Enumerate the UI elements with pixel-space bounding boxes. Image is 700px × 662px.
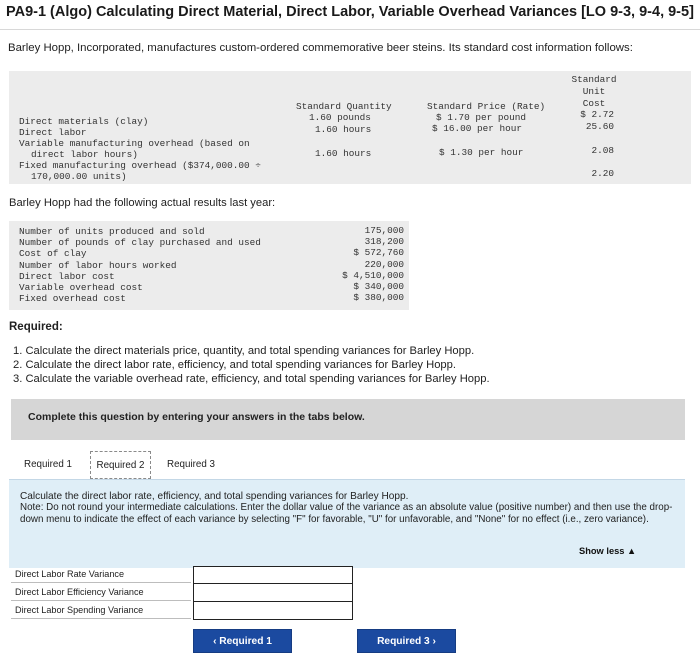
row-price: $ 1.70 per pound bbox=[436, 112, 527, 123]
table-row bbox=[11, 566, 353, 584]
result-value: 175,000 bbox=[364, 225, 404, 236]
row-label: Direct materials (clay) bbox=[19, 116, 149, 127]
header-unit-cost-2: Unit bbox=[582, 86, 606, 97]
result-value: $ 340,000 bbox=[353, 281, 404, 292]
show-less-link[interactable]: Show less ▲ bbox=[579, 546, 637, 556]
answer-label: Direct Labor Efficiency Variance bbox=[11, 584, 191, 601]
row-label-cont: 170,000.00 units) bbox=[31, 171, 127, 182]
tab-required-1[interactable]: Required 1 bbox=[18, 451, 78, 477]
required-item: 3. Calculate the variable overhead rate, efficiency, and total spending variances for Barley Hopp. bbox=[13, 373, 490, 385]
answer-label: Direct Labor Spending Variance bbox=[11, 602, 191, 619]
row-cost: 2.08 bbox=[591, 145, 614, 156]
labor-spending-variance-input[interactable] bbox=[193, 602, 353, 620]
tab-required-3[interactable]: Required 3 bbox=[161, 451, 221, 477]
result-value: 318,200 bbox=[364, 236, 404, 247]
row-label-cont: direct labor hours) bbox=[31, 149, 138, 160]
instruction-title: Calculate the direct labor rate, efficiency, and total spending variances for Barley Hopp. bbox=[20, 491, 409, 502]
result-label: Number of labor hours worked bbox=[19, 260, 177, 271]
required-item: 1. Calculate the direct materials price, quantity, and total spending variances for Barley Hopp. bbox=[13, 345, 475, 357]
instruction-note: Note: Do not round your intermediate calculations. Enter the dollar value of the variance as an absolute value (positive number) and then use the drop-down menu to indicate the effect of each variance by selecting "F" for favorable, "U" for unfavorable, and "None" for no effect (i.e., zero variance). bbox=[20, 502, 673, 525]
title-divider bbox=[0, 29, 700, 30]
header-standard-price: Standard Price (Rate) bbox=[427, 101, 546, 112]
complete-instructions-banner bbox=[11, 399, 685, 440]
answer-label: Direct Labor Rate Variance bbox=[11, 566, 191, 583]
labor-rate-variance-input[interactable] bbox=[193, 566, 353, 584]
table-row bbox=[11, 584, 353, 602]
row-label: Variable manufacturing overhead (based on bbox=[19, 138, 250, 149]
row-cost: 25.60 bbox=[585, 121, 614, 132]
row-price: $ 1.30 per hour bbox=[439, 147, 524, 158]
page-title: PA9-1 (Algo) Calculating Direct Material, Direct Labor, Variable Overhead Variances [LO 9-3, 9-4, 9-5] bbox=[6, 4, 694, 20]
result-label: Number of pounds of clay purchased and used bbox=[19, 237, 261, 248]
row-cost: 2.20 bbox=[591, 168, 614, 179]
row-cost: $ 2.72 bbox=[580, 109, 614, 120]
row-quantity: 1.60 pounds bbox=[309, 112, 371, 123]
header-unit-cost-3: Cost bbox=[582, 98, 606, 109]
result-label: Direct labor cost bbox=[19, 271, 115, 282]
header-standard-quantity: Standard Quantity bbox=[296, 101, 392, 112]
row-label: Direct labor bbox=[19, 127, 87, 138]
result-label: Cost of clay bbox=[19, 248, 87, 259]
row-label: Fixed manufacturing overhead ($374,000.00 ÷ bbox=[19, 160, 261, 171]
result-label: Fixed overhead cost bbox=[19, 293, 126, 304]
result-label: Number of units produced and sold bbox=[19, 226, 205, 237]
intro-text: Barley Hopp, Incorporated, manufactures custom-ordered commemorative beer steins. Its standard cost information follows: bbox=[8, 42, 633, 54]
actual-results-table bbox=[9, 221, 409, 310]
tab-required-2[interactable]: Required 2 bbox=[90, 451, 151, 479]
row-quantity: 1.60 hours bbox=[315, 148, 372, 159]
result-label: Variable overhead cost bbox=[19, 282, 143, 293]
result-value: $ 572,760 bbox=[353, 247, 404, 258]
next-required-button[interactable]: Required 3 › bbox=[357, 629, 456, 653]
row-quantity: 1.60 hours bbox=[315, 124, 372, 135]
header-unit-cost-1: Standard bbox=[571, 74, 617, 85]
required-item: 2. Calculate the direct labor rate, efficiency, and total spending variances for Barley Hopp. bbox=[13, 359, 456, 371]
results-intro: Barley Hopp had the following actual results last year: bbox=[9, 197, 276, 209]
result-value: 220,000 bbox=[364, 259, 404, 270]
required-heading: Required: bbox=[9, 321, 63, 333]
standard-cost-table bbox=[9, 71, 691, 184]
table-row bbox=[11, 602, 353, 620]
complete-instructions-text: Complete this question by entering your answers in the tabs below. bbox=[28, 411, 365, 423]
labor-efficiency-variance-input[interactable] bbox=[193, 584, 353, 602]
row-price: $ 16.00 per hour bbox=[432, 123, 523, 134]
result-value: $ 4,510,000 bbox=[342, 270, 404, 281]
result-value: $ 380,000 bbox=[353, 292, 404, 303]
prev-required-button[interactable]: ‹ Required 1 bbox=[193, 629, 292, 653]
